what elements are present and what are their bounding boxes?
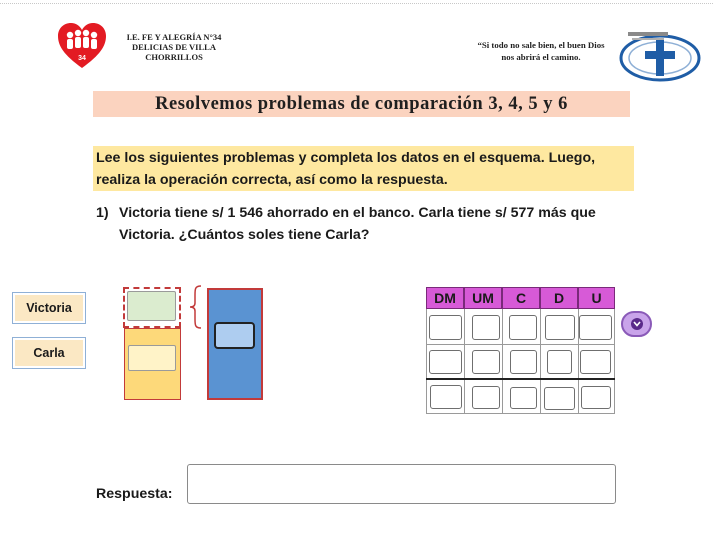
answer-input[interactable] <box>187 464 616 504</box>
problem-text: Victoria tiene s/ 1 546 ahorrado en el banco. Carla tiene s/ 577 más que Victoria. ¿Cuántos soles tiene Carla? <box>119 205 596 243</box>
motto-quote <box>455 39 627 63</box>
school-heart-logo-icon <box>56 22 108 70</box>
school-line-1: I.E. FE Y ALEGRÍA N°34 <box>126 32 222 42</box>
header-dm: DM <box>426 287 464 309</box>
digit-input[interactable] <box>472 350 500 374</box>
grid-line <box>614 309 615 414</box>
school-line-3: CHORRILLOS <box>145 52 203 62</box>
digit-input[interactable] <box>510 387 537 409</box>
digit-input[interactable] <box>510 350 537 374</box>
digit-input[interactable] <box>429 315 462 340</box>
carla-drop-slot[interactable] <box>214 322 255 349</box>
victoria-label-card[interactable]: Victoria <box>12 292 86 324</box>
problem-1 <box>96 202 641 246</box>
digit-input[interactable] <box>472 315 500 340</box>
digit-input[interactable] <box>544 387 575 410</box>
difference-brace-icon <box>189 285 203 329</box>
header-um: UM <box>464 287 502 309</box>
page-title: Resolvemos problemas de comparación 3, 4, 5 y 6 <box>93 91 630 117</box>
school-name <box>112 32 236 62</box>
grid-line <box>426 413 615 414</box>
digit-input[interactable] <box>581 386 611 409</box>
header-c: C <box>502 287 540 309</box>
header-u: U <box>578 287 615 309</box>
header-d: D <box>540 287 578 309</box>
quote-line-1: “Si todo no sale bien, el buen Dios <box>477 40 605 50</box>
difference-drop-slot[interactable] <box>127 291 176 321</box>
digit-input[interactable] <box>579 315 612 340</box>
school-line-2: DELICIAS DE VILLA <box>132 42 216 52</box>
digit-input[interactable] <box>509 315 537 340</box>
carla-label-card[interactable]: Carla <box>12 337 86 369</box>
digit-input[interactable] <box>545 315 575 340</box>
sum-line <box>426 378 615 380</box>
digit-input[interactable] <box>472 386 500 409</box>
place-value-table <box>426 287 615 414</box>
grid-line <box>540 309 541 414</box>
answer-label: Respuesta: <box>96 486 173 502</box>
victoria-drop-slot[interactable] <box>128 345 176 371</box>
quote-line-2: nos abrirá el camino. <box>501 52 581 62</box>
digit-input[interactable] <box>547 350 572 374</box>
grid-line <box>426 309 427 414</box>
operation-dropdown[interactable] <box>621 311 652 337</box>
digit-input[interactable] <box>580 350 611 374</box>
grid-line <box>464 309 465 414</box>
digit-input[interactable] <box>430 385 462 409</box>
grid-line <box>502 309 503 414</box>
problem-number: 1) <box>96 205 109 221</box>
cross-emblem-logo-icon <box>618 28 708 84</box>
chevron-down-icon <box>633 321 641 327</box>
top-dotted-rule <box>0 3 713 4</box>
logo-number: 34 <box>78 55 86 62</box>
digit-input[interactable] <box>429 350 462 374</box>
grid-line <box>426 344 615 345</box>
instructions-text: Lee los siguientes problemas y completa los datos en el esquema. Luego, realiza la operación correcta, así como la respuesta. <box>93 146 634 191</box>
